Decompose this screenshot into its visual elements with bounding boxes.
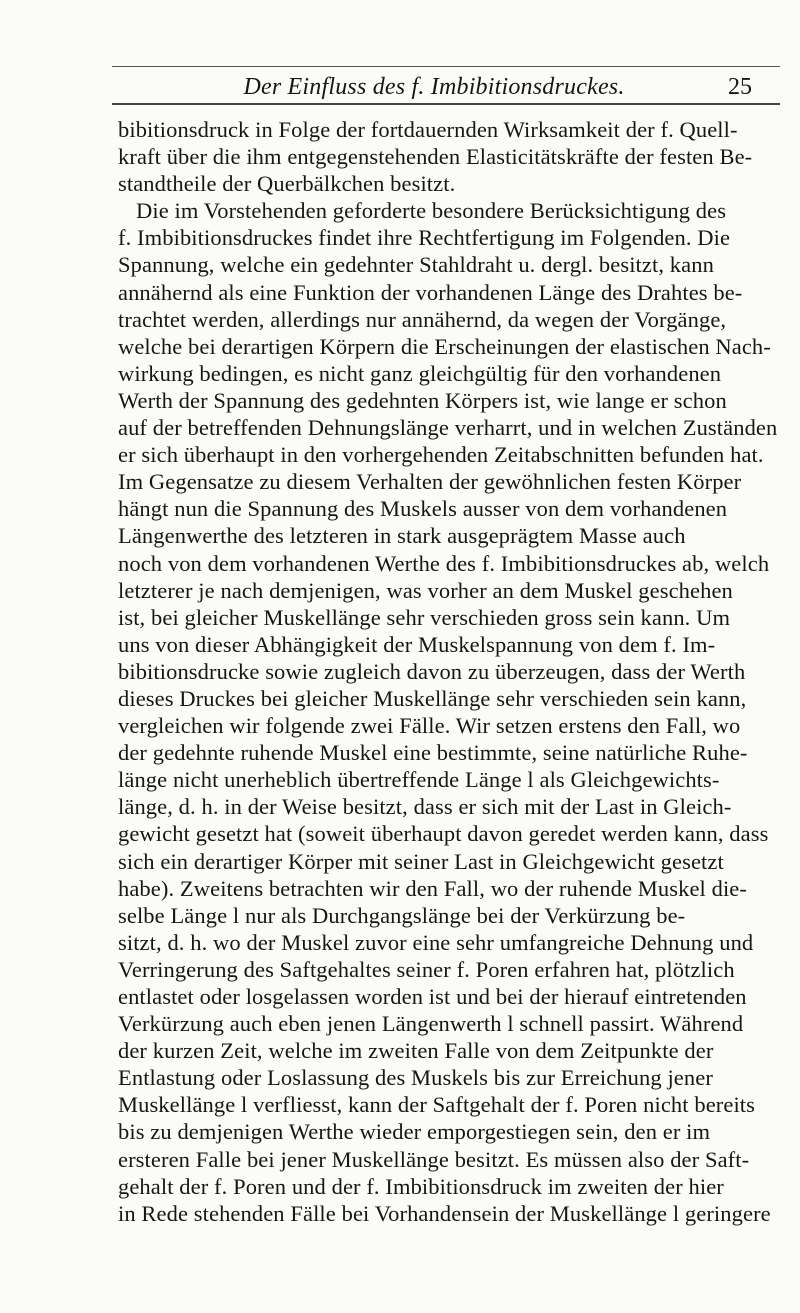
text-line: gehalt der f. Poren und der f. Imbibitionsdruck im zweiten der hier (118, 1173, 724, 1199)
text-line: auf der betreffenden Dehnungslänge verharrt, und in welchen Zuständen (118, 415, 778, 441)
text-line: trachtet werden, allerdings nur annähernd, da wegen der Vorgänge, (118, 306, 727, 332)
text-line: Verkürzung auch eben jenen Längenwerth l schnell passirt. Während (118, 1011, 744, 1037)
body-text (118, 116, 778, 1227)
text-line: Muskellänge l verfliesst, kann der Saftgehalt der f. Poren nicht bereits (118, 1092, 756, 1118)
text-line: Entlastung oder Loslassung des Muskels bis zur Erreichung jener (118, 1065, 713, 1091)
text-line: Spannung, welche ein gedehnter Stahldraht u. dergl. besitzt, kann (118, 252, 714, 278)
text-line: Verringerung des Saftgehaltes seiner f. Poren erfahren hat, plötzlich (118, 956, 735, 982)
text-line: bibitionsdrucke sowie zugleich davon zu überzeugen, dass der Werth (118, 658, 746, 684)
text-line: Werth der Spannung des gedehnten Körpers ist, wie lange er schon (118, 387, 727, 413)
text-line: noch von dem vorhandenen Werthe des f. Imbibitionsdruckes ab, welch (118, 550, 770, 576)
text-line: wirkung bedingen, es nicht ganz gleichgültig für den vorhandenen (118, 360, 722, 386)
text-line: in Rede stehenden Fälle bei Vorhandensein der Muskellänge l geringere (118, 1200, 771, 1226)
text-line: letzterer je nach demjenigen, was vorher an dem Muskel geschehen (118, 577, 733, 603)
text-line: der gedehnte ruhende Muskel eine bestimmte, seine natürliche Ruhe- (118, 740, 748, 766)
text-line: entlastet oder losgelassen worden ist und bei der hierauf eintretenden (118, 984, 747, 1009)
text-line: gewicht gesetzt hat (soweit überhaupt davon geredet werden kann, dass (118, 821, 769, 847)
text-line: länge nicht unerheblich übertreffende Länge l als Gleichgewichts- (118, 767, 720, 793)
text-line: der kurzen Zeit, welche im zweiten Falle von dem Zeitpunkte der (118, 1038, 714, 1064)
text-line: habe). Zweitens betrachten wir den Fall, wo der ruhende Muskel die- (118, 875, 747, 901)
page-number: 25 (728, 74, 752, 100)
text-line: sich ein derartiger Körper mit seiner Last in Gleichgewicht gesetzt (118, 848, 724, 874)
text-line: Im Gegensatze zu diesem Verhalten der gewöhnlichen festen Körper (118, 469, 742, 495)
text-line: f. Imbibitionsdruckes findet ihre Rechtfertigung im Folgenden. Die (118, 225, 731, 251)
text-line: kraft über die ihm entgegenstehenden Elasticitätskräfte der festen Be- (118, 144, 753, 170)
text-line: welche bei derartigen Körpern die Erscheinungen der elastischen Nach- (118, 333, 771, 359)
text-line: bis zu demjenigen Werthe wieder emporgestiegen sein, den er im (118, 1119, 711, 1145)
header-bottom-rule (112, 103, 780, 105)
text-line: ersteren Falle bei jener Muskellänge besitzt. Es müssen also der Saft- (118, 1146, 750, 1172)
text-line: Längenwerthe des letzteren in stark ausgeprägtem Masse auch (118, 523, 686, 549)
text-line: sitzt, d. h. wo der Muskel zuvor eine sehr umfangreiche Dehnung und (118, 929, 754, 955)
text-line: er sich überhaupt in den vorhergehenden Zeitabschnitten befunden hat. (118, 442, 764, 468)
text-line: vergleichen wir folgende zwei Fälle. Wir setzen erstens den Fall, wo (118, 713, 741, 739)
text-line: ist, bei gleicher Muskellänge sehr verschieden gross sein kann. Um (118, 604, 731, 630)
text-line: bibitionsdruck in Folge der fortdauernden Wirksamkeit der f. Quell- (118, 117, 738, 142)
text-line: selbe Länge l nur als Durchgangslänge bei der Verkürzung be- (118, 902, 686, 928)
paragraph-start-line: Die im Vorstehenden geforderte besondere Berücksichtigung des (136, 198, 727, 224)
text-line: länge, d. h. in der Weise besitzt, dass er sich mit der Last in Gleich- (118, 794, 732, 820)
running-title: Der Einfluss des f. Imbibitionsdruckes. (243, 74, 625, 100)
running-header (108, 70, 760, 100)
text-line: dieses Druckes bei gleicher Muskellänge sehr verschieden sein kann, (118, 685, 747, 711)
text-line: uns von dieser Abhängigkeit der Muskelspannung von dem f. Im- (118, 631, 716, 657)
text-line: annähernd als eine Funktion der vorhandenen Länge des Drahtes be- (118, 279, 743, 305)
text-line: standtheile der Querbälkchen besitzt. (118, 171, 456, 197)
header-top-rule (112, 66, 780, 67)
text-line: hängt nun die Spannung des Muskels ausser von dem vorhandenen (118, 496, 728, 522)
